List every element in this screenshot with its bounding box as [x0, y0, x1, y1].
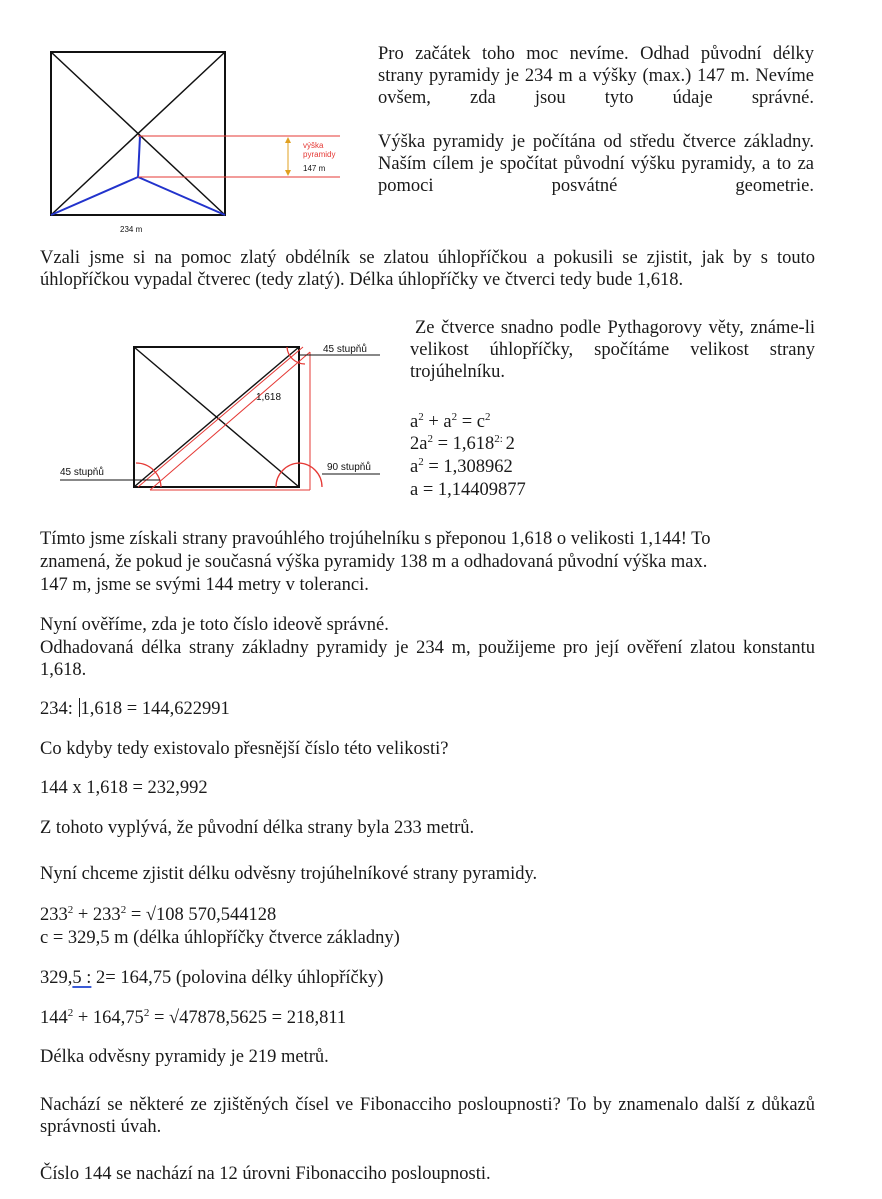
fibonacci-answer: Číslo 144 se nachází na 12 úrovni Fibonacciho posloupnosti. [40, 1164, 491, 1184]
arrow-head-up [285, 137, 291, 143]
calc-leg: $144^2 + 164,75^2 = √47878,5625 = 218,811$ [40, 1007, 347, 1028]
red-diagonal-1 [138, 347, 303, 487]
label-90-right: 90 stupňů [327, 462, 371, 473]
pythagoras-paragraph: Ze čtverce snadno podle Pythagorovy věty, známe-li velikost úhlopříčky, spočítáme velikost strany trojúhelníku. [410, 318, 815, 382]
leg-intro-line: Nyní chceme zjistit délku odvěsny trojúhelníkové strany pyramidy. [40, 864, 538, 884]
equation-2: $2a^2 = 1,618^{2:}$ 2 [410, 433, 515, 454]
intro-paragraph-1: Pro začátek toho moc nevíme. Odhad původní délky strany pyramidy je 234 m a výšky (max.) 147 m. Nevíme ovšem, zda jsou tyto údaje správné. [378, 44, 814, 108]
leg-result-line: Délka odvěsny pyramidy je 219 metrů. [40, 1047, 329, 1067]
label-height-2: pyramidy [303, 150, 336, 159]
calc-diagonal-c: c = 329,5 m (délka úhlopříčky čtverce základny) [40, 928, 400, 948]
label-diagonal: 1,618 [256, 392, 282, 403]
pyramid-top-view-diagram [40, 40, 370, 240]
golden-square-diagram [40, 322, 400, 502]
calc-half-diagonal: 329,5 : 2= 164,75 (polovina délky úhlopříčky) [40, 968, 384, 988]
equation-1: $a^2 + a^2 = c^2$ [410, 411, 491, 432]
label-45-top: 45 stupňů [323, 344, 367, 355]
result-line-2: znamená, že pokud je současná výška pyramidy 138 m a odhadovaná původní výška max. [40, 552, 708, 572]
blue-ridge-line-2 [138, 177, 225, 215]
equation-4: a = 1,14409877 [410, 480, 526, 500]
red-diagonal-2 [150, 352, 310, 490]
arrow-head-down [285, 170, 291, 176]
verify-paragraph: Odhadovaná délka strany základny pyramidy je 234 m, použijeme pro její ověření zlatou konstantu 1,618. [40, 638, 815, 680]
result-line-1: Tímto jsme získali strany pravoúhlého trojúhelníku s přeponou 1,618 o velikosti 1,144! To [40, 529, 711, 549]
calc-144-mul: 144 x 1,618 = 232,992 [40, 778, 208, 798]
label-height-1: výška [303, 141, 324, 150]
calc-234-div: 234: 1,618 = 144,622991 [40, 699, 230, 719]
fibonacci-question: Nachází se některé ze zjištěných čísel ve Fibonacciho posloupnosti? To by znamenalo další z důkazů správnosti úvah. [40, 1095, 815, 1137]
label-base: 234 m [120, 225, 143, 234]
verify-heading: Nyní ověříme, zda je toto číslo ideově správné. [40, 615, 389, 635]
golden-paragraph: Vzali jsme si na pomoc zlatý obdélník se zlatou úhlopříčkou a pokusili se zjistit, jak by s touto úhlopříčkou vypadal čtverec (tedy zlatý). Délka úhlopříčky ve čtverci tedy bude 1,618. [40, 248, 815, 290]
question-line: Co kdyby tedy existovalo přesnější číslo této velikosti? [40, 739, 449, 759]
intro-paragraph-2: Výška pyramidy je počítána od středu čtverce základny. Naším cílem je spočítat původní výšku pyramidy, a to za pomoci posvátné geometrie. [378, 132, 814, 196]
text-cursor [79, 698, 80, 717]
calc-233-squared: $233^2 + 233^2 = √108$ 570,544128 [40, 904, 277, 925]
label-45-left: 45 stupňů [60, 467, 104, 478]
conclusion-line: Z tohoto vyplývá, že původní délka strany byla 233 metrů. [40, 818, 475, 838]
result-line-3: 147 m, jsme se svými 144 metry v toleranci. [40, 575, 369, 595]
equation-3: $a^2 = 1,308962$ [410, 456, 513, 477]
label-height-value: 147 m [303, 164, 326, 173]
